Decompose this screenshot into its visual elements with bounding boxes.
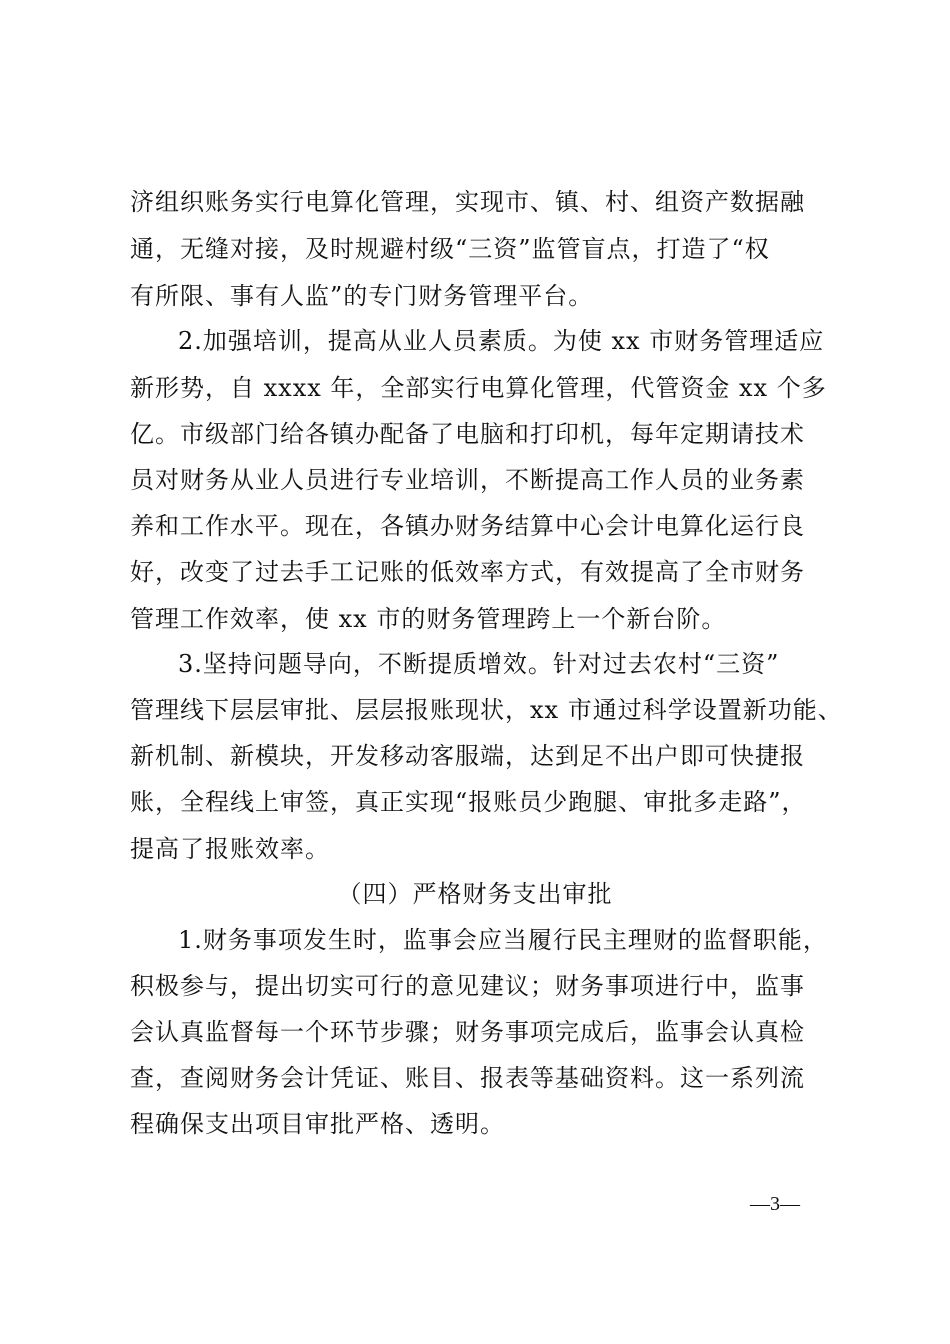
text-line: 管理工作效率，使 xx 市的财务管理跨上一个新台阶。 bbox=[130, 605, 727, 633]
text-line: 新机制、新模块，开发移动客服端，达到足不出户即可快捷报 bbox=[130, 742, 805, 770]
text-line: 账，全程线上审签，真正实现“报账员少跑腿、审批多走路”， bbox=[130, 788, 807, 816]
section-heading: （四）严格财务支出审批 bbox=[337, 880, 613, 908]
text-line: 员对财务从业人员进行专业培训，不断提高工作人员的业务素 bbox=[130, 466, 805, 494]
page-number: —3— bbox=[750, 1193, 800, 1215]
text-line: 亿。市级部门给各镇办配备了电脑和打印机，每年定期请技术 bbox=[130, 420, 805, 448]
paragraph-start-line: 2.加强培训，提高从业人员素质。为使 xx 市财务管理适应 bbox=[178, 327, 825, 355]
text-line: 程确保支出项目审批严格、透明。 bbox=[130, 1110, 505, 1138]
text-line: 养和工作水平。现在，各镇办财务结算中心会计电算化运行良 bbox=[130, 512, 805, 540]
text-line: 通，无缝对接，及时规避村级“三资”监管盲点，打造了“权 bbox=[130, 235, 770, 263]
text-line: 管理线下层层审批、层层报账现状，xx 市通过科学设置新功能、 bbox=[130, 696, 843, 724]
text-line: 会认真监督每一个环节步骤；财务事项完成后，监事会认真检 bbox=[130, 1018, 805, 1046]
text-line: 有所限、事有人监”的专门财务管理平台。 bbox=[130, 282, 594, 310]
paragraph-start-line: 1.财务事项发生时，监事会应当履行民主理财的监督职能， bbox=[178, 926, 828, 954]
paragraph-start-line: 3.坚持问题导向，不断提质增效。针对过去农村“三资” bbox=[178, 650, 780, 678]
text-line: 积极参与，提出切实可行的意见建议；财务事项进行中，监事 bbox=[130, 972, 805, 1000]
text-line: 查，查阅财务会计凭证、账目、报表等基础资料。这一系列流 bbox=[130, 1064, 805, 1092]
text-line: 好，改变了过去手工记账的低效率方式，有效提高了全市财务 bbox=[130, 558, 805, 586]
text-line: 济组织账务实行电算化管理，实现市、镇、村、组资产数据融 bbox=[130, 188, 805, 216]
text-line: 新形势，自 xxxx 年，全部实行电算化管理，代管资金 xx 个多 bbox=[130, 374, 827, 402]
text-line: 提高了报账效率。 bbox=[130, 835, 330, 863]
